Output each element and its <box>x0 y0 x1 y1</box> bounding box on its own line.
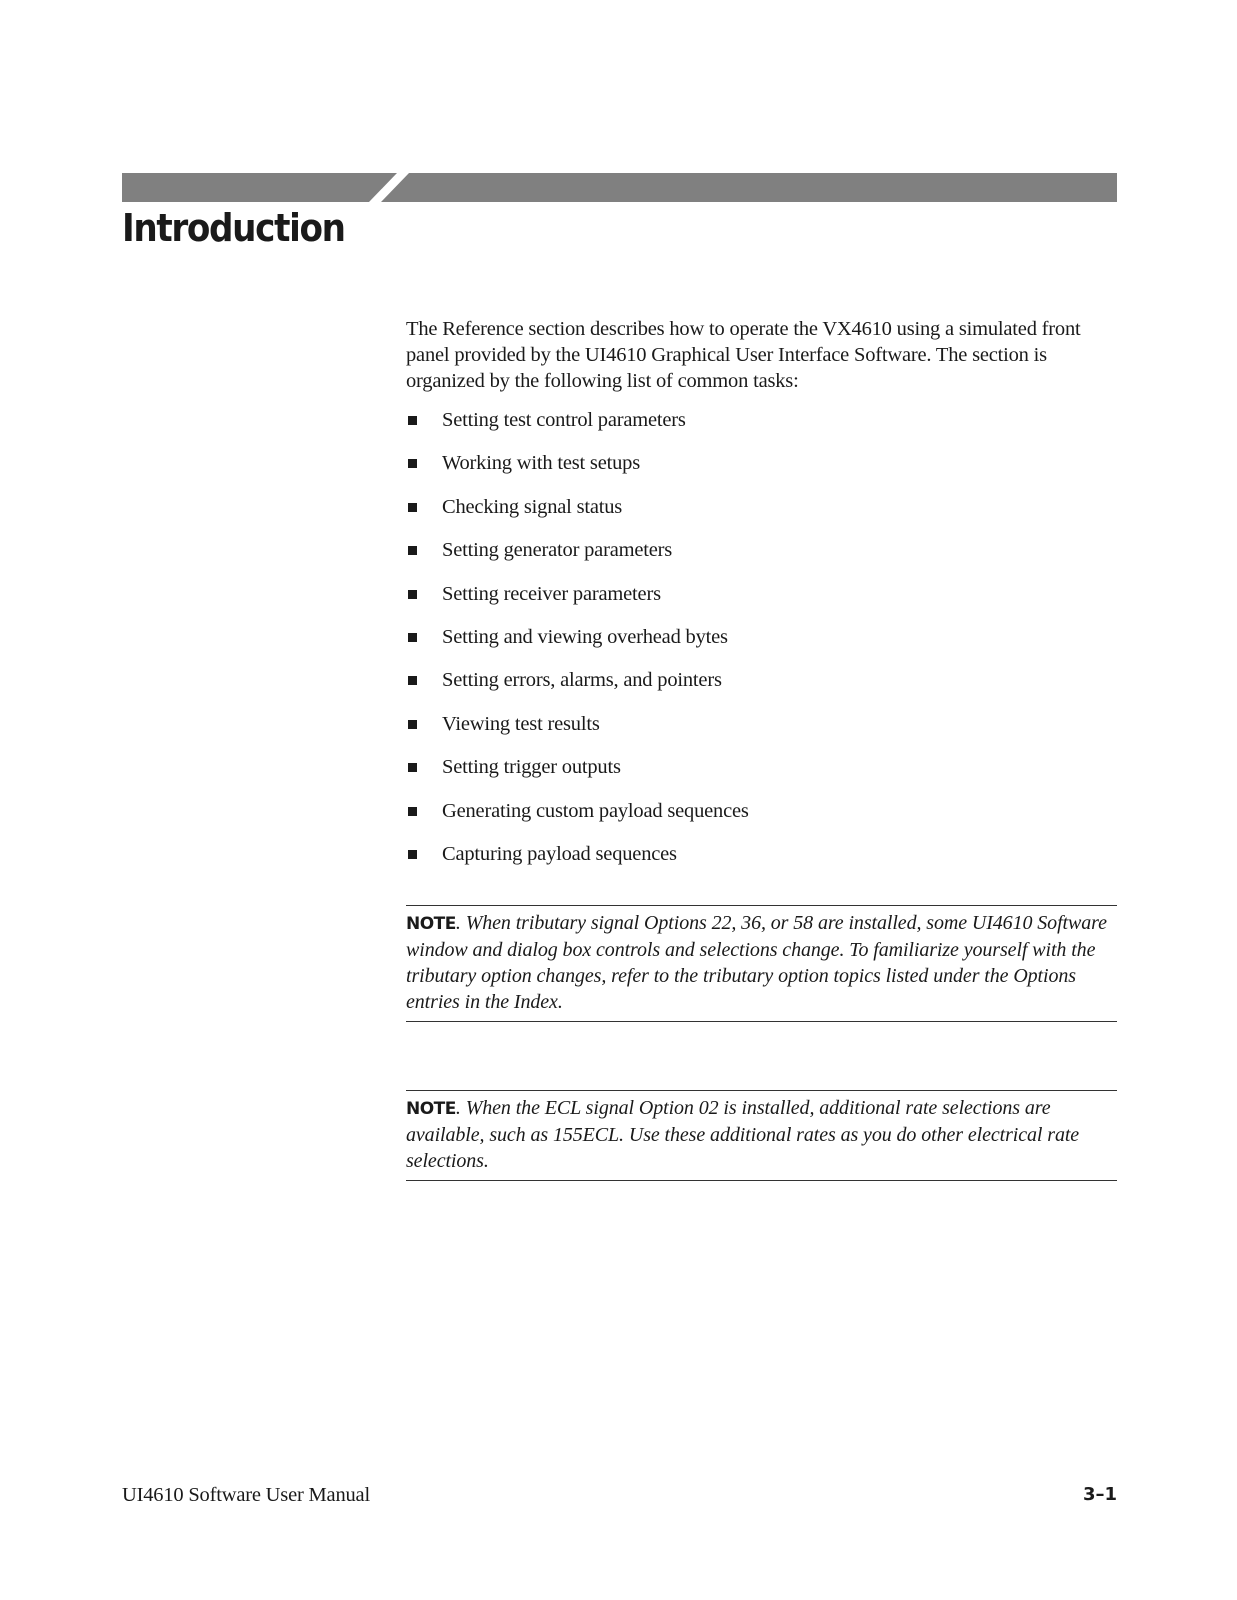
list-item <box>406 494 1117 537</box>
chapter-header-bar <box>122 173 1117 202</box>
footer-manual-title: UI4610 Software User Manual <box>122 1484 370 1506</box>
list-item-text: Setting trigger outputs <box>442 756 621 779</box>
note-ecl-option <box>406 1090 1117 1181</box>
note-tributary-options <box>406 905 1117 1022</box>
list-item <box>406 798 1117 841</box>
list-item-text: Setting test control parameters <box>442 409 686 431</box>
list-item <box>406 624 1117 667</box>
square-bullet-icon <box>408 676 417 685</box>
list-item <box>406 407 1117 450</box>
square-bullet-icon <box>408 546 417 555</box>
list-item-text: Generating custom payload sequences <box>442 799 749 822</box>
square-bullet-icon <box>408 459 417 468</box>
note-text: . When tributary signal Options 22, 36, or 58 are installed, some UI4610 Software window and dialog box controls and selections change. To familiarize yourself with the tributary option changes, refer to the tributary option topics listed under the Options entries in the Index. <box>406 912 1107 1013</box>
header-bar-right-segment <box>381 173 1117 202</box>
list-item-text: Setting generator parameters <box>442 539 673 562</box>
list-item-text: Setting and viewing overhead bytes <box>442 625 728 648</box>
list-item <box>406 667 1117 710</box>
square-bullet-icon <box>408 850 417 859</box>
square-bullet-icon <box>408 590 417 599</box>
header-bar-left-segment <box>122 173 397 202</box>
note-label: NOTE <box>406 1099 456 1119</box>
square-bullet-icon <box>408 416 417 425</box>
note-text: . When the ECL signal Option 02 is installed, additional rate selections are available, such as 155ECL. Use these additional rates as you do other electrical rate selections. <box>406 1097 1080 1172</box>
square-bullet-icon <box>408 633 417 642</box>
main-content <box>406 316 1117 884</box>
square-bullet-icon <box>408 807 417 816</box>
list-item <box>406 841 1117 884</box>
list-item <box>406 581 1117 624</box>
square-bullet-icon <box>408 720 417 729</box>
list-item <box>406 754 1117 797</box>
list-item-text: Checking signal status <box>442 495 623 518</box>
footer-page-number: 3–1 <box>1082 1484 1117 1505</box>
square-bullet-icon <box>408 503 417 512</box>
list-item <box>406 537 1117 580</box>
list-item <box>406 711 1117 754</box>
square-bullet-icon <box>408 763 417 772</box>
intro-paragraph: The Reference section describes how to operate the VX4610 using a simulated front panel provided by the UI4610 Graphical User Interface Software. The section is organized by the following list of common tasks: <box>406 318 1081 392</box>
task-list <box>406 407 1117 884</box>
list-item-text: Viewing test results <box>442 712 600 735</box>
list-item-text: Setting receiver parameters <box>442 582 661 605</box>
note-label: NOTE <box>406 914 456 934</box>
page-title: Introduction <box>122 206 345 250</box>
list-item-text: Working with test setups <box>442 452 640 475</box>
list-item-text: Capturing payload sequences <box>442 842 677 865</box>
list-item-text: Setting errors, alarms, and pointers <box>442 669 722 692</box>
list-item <box>406 450 1117 493</box>
